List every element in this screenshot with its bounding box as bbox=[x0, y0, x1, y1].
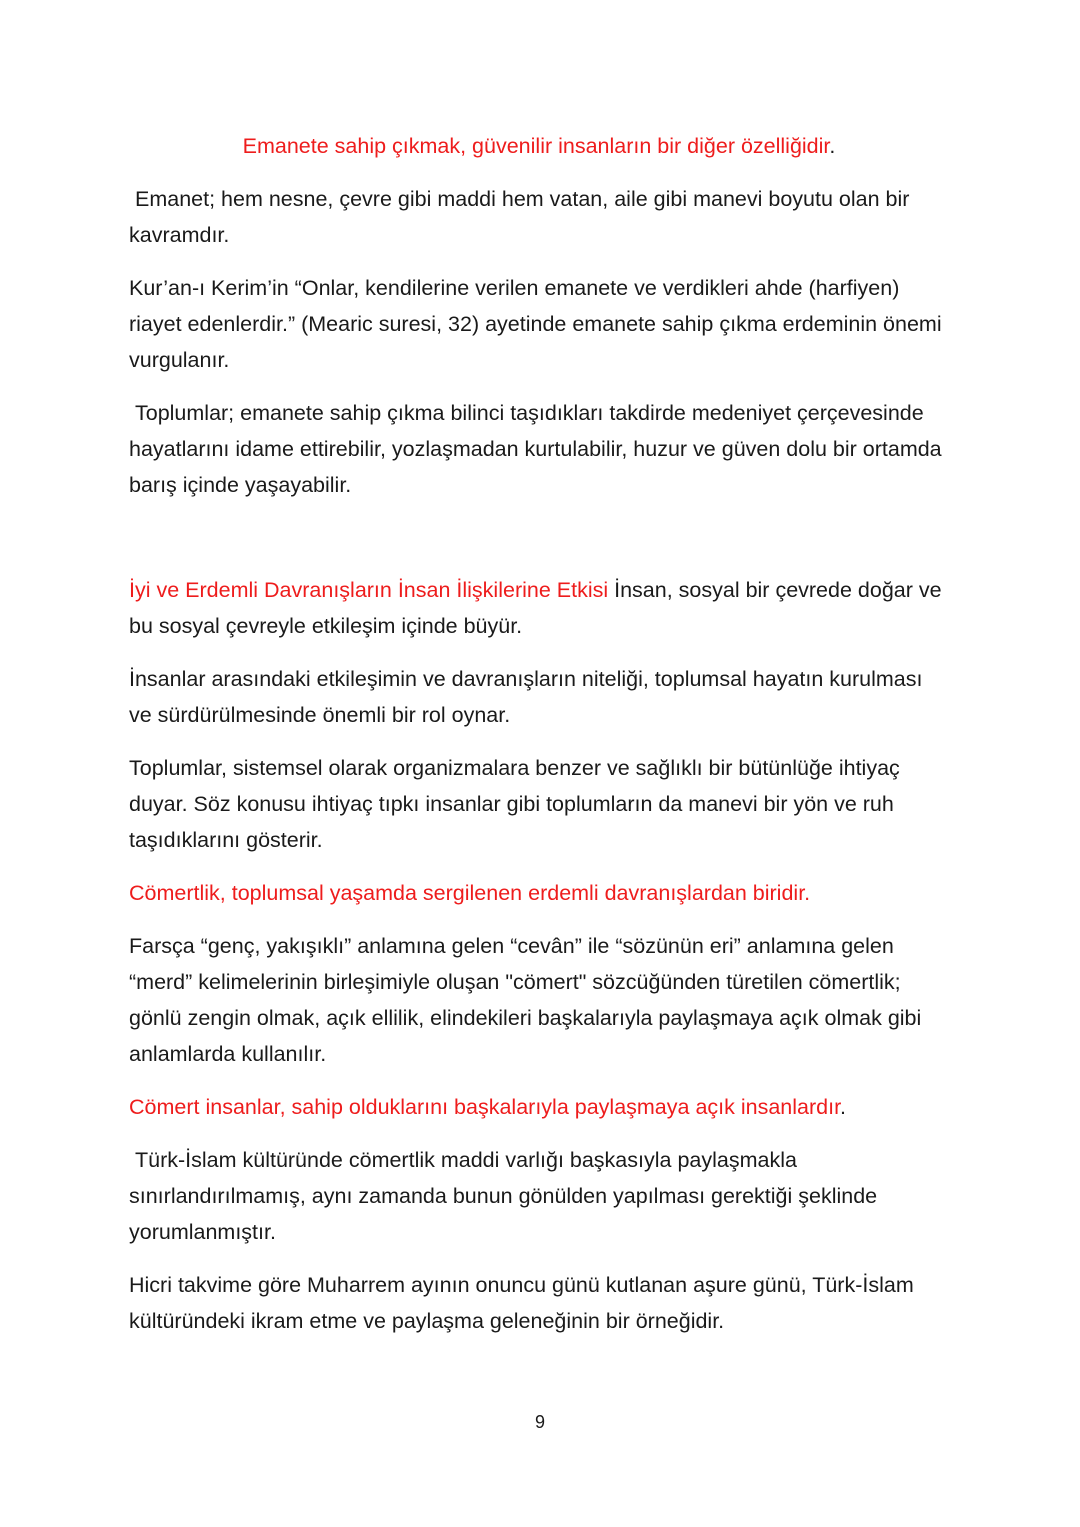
heading-generous-people-period: . bbox=[840, 1095, 847, 1119]
paragraph-turkish-islamic-culture: Türk-İslam kültüründe cömertlik maddi varlığı başkasıyla paylaşmakla sınırlandırılmamış, aynı zamanda bunun gönülden yapılması gerektiği şeklinde yorumlanmıştır. bbox=[129, 1148, 884, 1244]
heading-emanet-period: . bbox=[829, 134, 836, 158]
paragraph-societies-organisms: Toplumlar, sistemsel olarak organizmalara benzer ve sağlıklı bir bütünlüğe ihtiyaç duyar. Söz konusu ihtiyaç tıpkı insanlar gibi toplumların da manevi bir yön ve ruh taşıdıklarını gösterir. bbox=[129, 756, 900, 852]
heading-comertlik: Cömertlik, toplumsal yaşamda sergilenen erdemli davranışlardan biridir. bbox=[129, 881, 811, 905]
section-title-virtuous-behaviour: İyi ve Erdemli Davranışların İnsan İlişkilerine Etkisi bbox=[129, 578, 609, 602]
paragraph-asure-day: Hicri takvime göre Muharrem ayının onuncu günü kutlanan aşure günü, Türk-İslam kültüründeki ikram etme ve paylaşma geleneğinin bir örneğidir. bbox=[129, 1273, 914, 1333]
page-content bbox=[129, 128, 949, 1356]
paragraph-quran-verse: Kur’an-ı Kerim’in “Onlar, kendilerine verilen emanete ve verdikleri ahde (harfiyen) riayet edenlerdir.” (Mearic suresi, 32) ayetinde emanete sahip çıkma erdeminin önemi vurgulanır. bbox=[129, 276, 942, 372]
heading-generous-people bbox=[129, 1089, 949, 1125]
paragraph-societies-emanet: Toplumlar; emanete sahip çıkma bilinci taşıdıkları takdirde medeniyet çerçevesinde hayatlarını idame ettirebilir, yozlaşmadan kurtulabilir, huzur ve güven dolu bir ortamda barış içinde yaşayabilir. bbox=[129, 401, 948, 497]
section-spacer bbox=[129, 520, 949, 572]
paragraph-emanet-definition: Emanet; hem nesne, çevre gibi maddi hem vatan, aile gibi manevi boyutu olan bir kavramdır. bbox=[129, 187, 916, 247]
heading-emanet bbox=[129, 128, 949, 164]
section-intro-text: İnsan, sosyal bir çevrede doğar ve bu sosyal çevreyle etkileşim içinde büyür. bbox=[129, 578, 948, 638]
paragraph-section-virtuous-behaviour bbox=[129, 572, 949, 644]
page-number: 9 bbox=[534, 1412, 545, 1432]
heading-generous-people-text: Cömert insanlar, sahip olduklarını başkalarıyla paylaşmaya açık insanlardır bbox=[129, 1095, 841, 1119]
paragraph-comertlik-etymology: Farsça “genç, yakışıklı” anlamına gelen “cevân” ile “sözünün eri” anlamına gelen “merd” kelimelerinin birleşimiyle oluşan "cömert" sözcüğünden türetilen cömertlik; gönlü zengin olmak, açık ellilik, elindekileri başkalarıyla paylaşmaya açık olmak gibi anlamlarda kullanılır. bbox=[129, 934, 922, 1066]
paragraph-interaction-quality: İnsanlar arasındaki etkileşimin ve davranışların niteliği, toplumsal hayatın kurulması ve sürdürülmesinde önemli bir rol oynar. bbox=[129, 667, 923, 727]
heading-emanet-text: Emanete sahip çıkmak, güvenilir insanların bir diğer özelliğidir bbox=[242, 134, 830, 158]
